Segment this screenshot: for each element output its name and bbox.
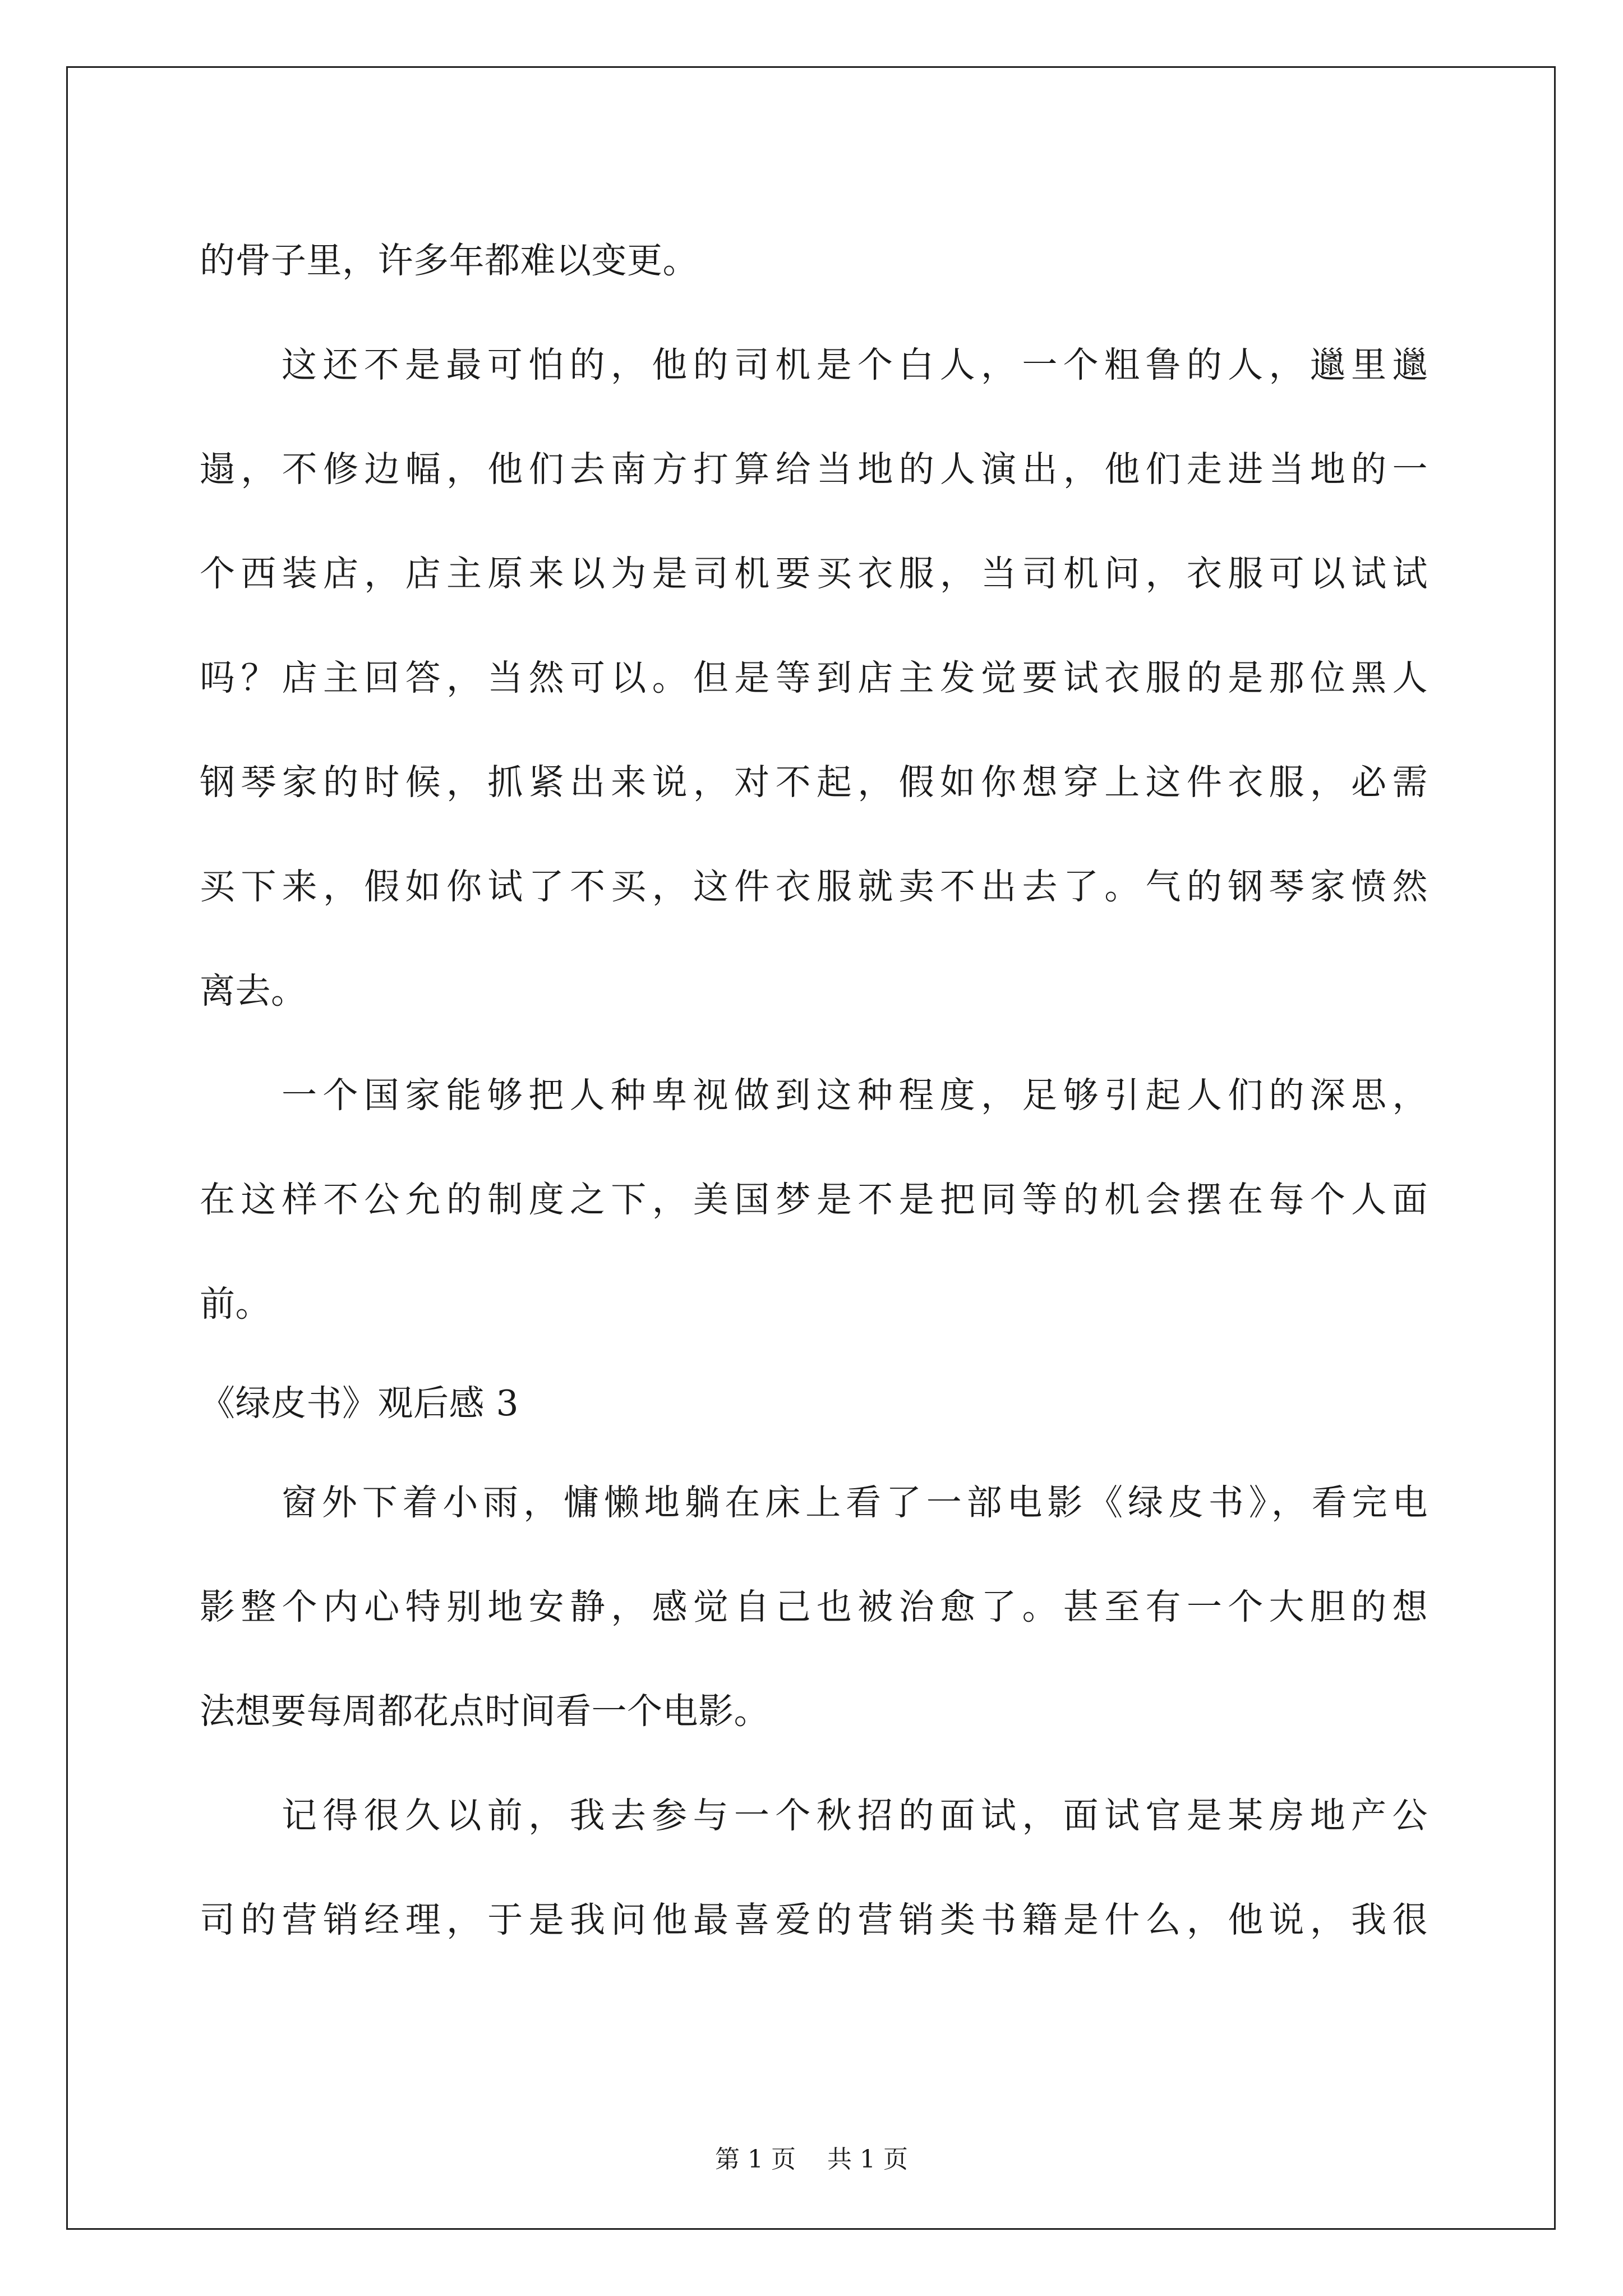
text-line: 买下来，假如你试了不买，这件衣服就卖不出去了。气的钢琴家愤然 xyxy=(200,866,1428,907)
text-line: 影整个内心特别地安静，感觉自己也被治愈了。甚至有一个大胆的想 xyxy=(200,1586,1428,1627)
page-number: 第 1 页 xyxy=(715,2145,796,2174)
text-line: 在这样不公允的制度之下，美国梦是不是把同等的机会摆在每个人面 xyxy=(200,1179,1428,1220)
text-line: 吗？店主回答，当然可以。但是等到店主发觉要试衣服的是那位黑人 xyxy=(200,657,1428,698)
text-line: 这还不是最可怕的，他的司机是个白人，一个粗鲁的人，邋里邋 xyxy=(282,344,1428,385)
text-line: 的骨子里，许多年都难以变更。 xyxy=(200,240,698,281)
page-total: 共 1 页 xyxy=(827,2145,908,2174)
page-footer xyxy=(0,2143,1623,2177)
text-line: 个西装店，店主原来以为是司机要买衣服，当司机问，衣服可以试试 xyxy=(200,553,1428,594)
section-heading: 《绿皮书》观后感 3 xyxy=(200,1383,519,1424)
text-line: 一个国家能够把人种卑视做到这种程度，足够引起人们的深思， xyxy=(282,1075,1428,1116)
document-body xyxy=(200,209,1428,1972)
text-line: 离去。 xyxy=(200,970,307,1011)
text-line: 司的营销经理，于是我问他最喜爱的营销类书籍是什么，他说，我很 xyxy=(200,1899,1428,1940)
text-line: 法想要每周都花点时间看一个电影。 xyxy=(200,1691,769,1732)
text-line: 前。 xyxy=(200,1283,271,1324)
text-line: 窗外下着小雨，慵懒地躺在床上看了一部电影《绿皮书》，看完电 xyxy=(282,1482,1428,1523)
text-line: 钢琴家的时候，抓紧出来说，对不起，假如你想穿上这件衣服，必需 xyxy=(200,762,1428,803)
text-line: 记得很久以前，我去参与一个秋招的面试，面试官是某房地产公 xyxy=(282,1795,1428,1836)
text-line: 遢，不修边幅，他们去南方打算给当地的人演出，他们走进当地的一 xyxy=(200,449,1428,490)
